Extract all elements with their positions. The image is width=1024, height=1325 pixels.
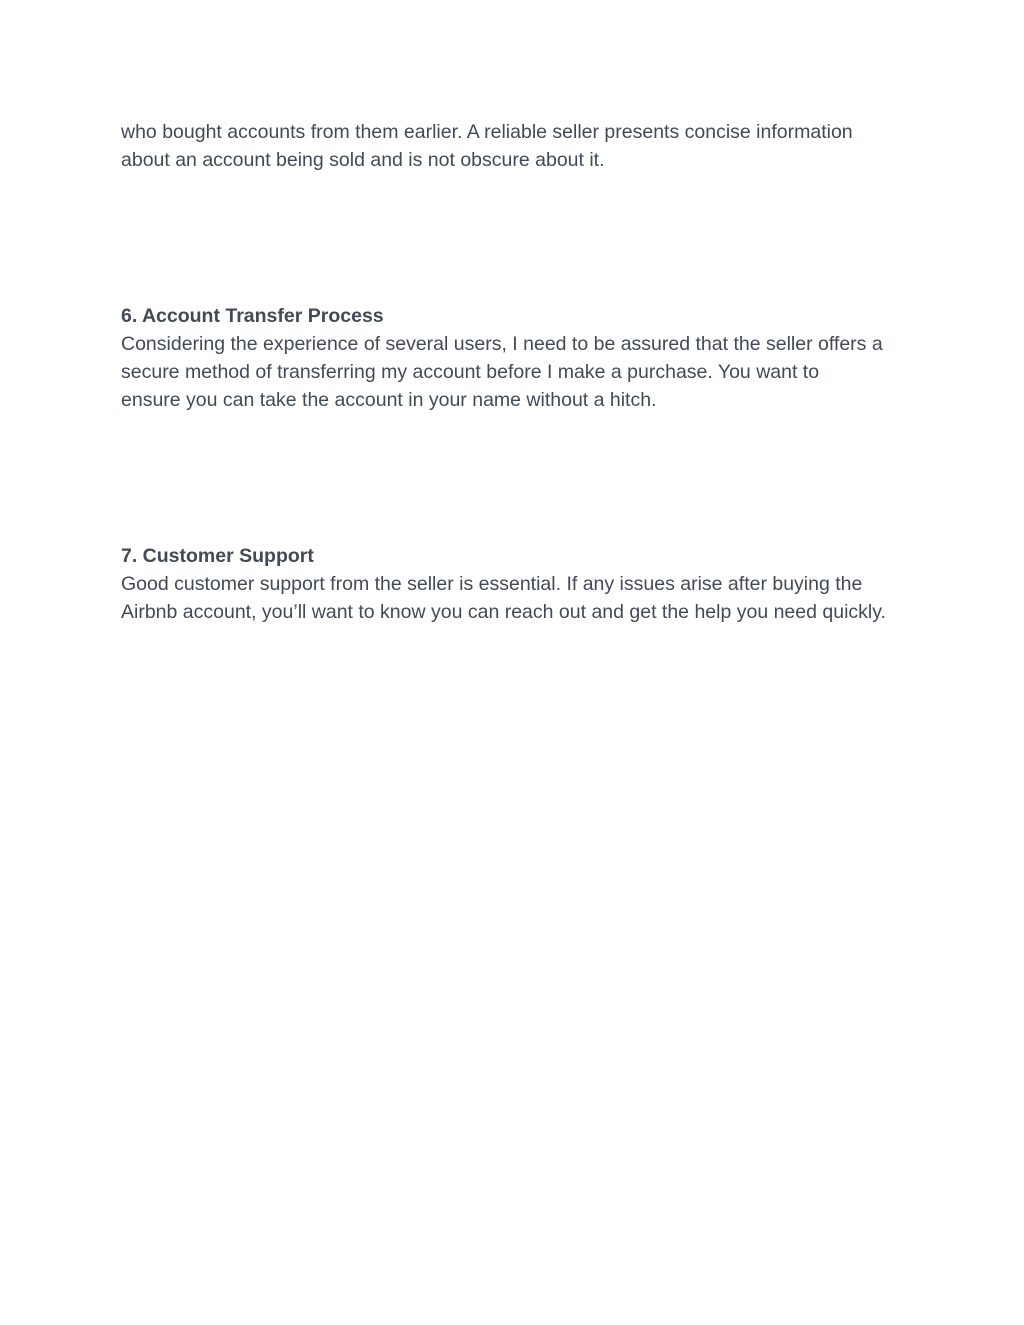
paragraph-line: ensure you can take the account in your name without a hitch. xyxy=(121,389,657,411)
section-customer-support xyxy=(121,542,921,626)
paragraph-line: Considering the experience of several users, I need to be assured that the seller offers a xyxy=(121,333,883,355)
paragraph-line: secure method of transferring my account before I make a purchase. You want to xyxy=(121,361,820,383)
intro-paragraph xyxy=(121,118,921,174)
paragraph-line: Airbnb account, you’ll want to know you can reach out and get the help you need quickly. xyxy=(121,601,886,623)
paragraph-line: about an account being sold and is not obscure about it. xyxy=(121,149,605,171)
section-heading: 6. Account Transfer Process xyxy=(121,305,384,327)
paragraph-line: Good customer support from the seller is essential. If any issues arise after buying the xyxy=(121,573,863,595)
section-heading: 7. Customer Support xyxy=(121,545,314,567)
section-account-transfer-process xyxy=(121,302,921,414)
paragraph-line: who bought accounts from them earlier. A reliable seller presents concise information xyxy=(121,121,853,143)
